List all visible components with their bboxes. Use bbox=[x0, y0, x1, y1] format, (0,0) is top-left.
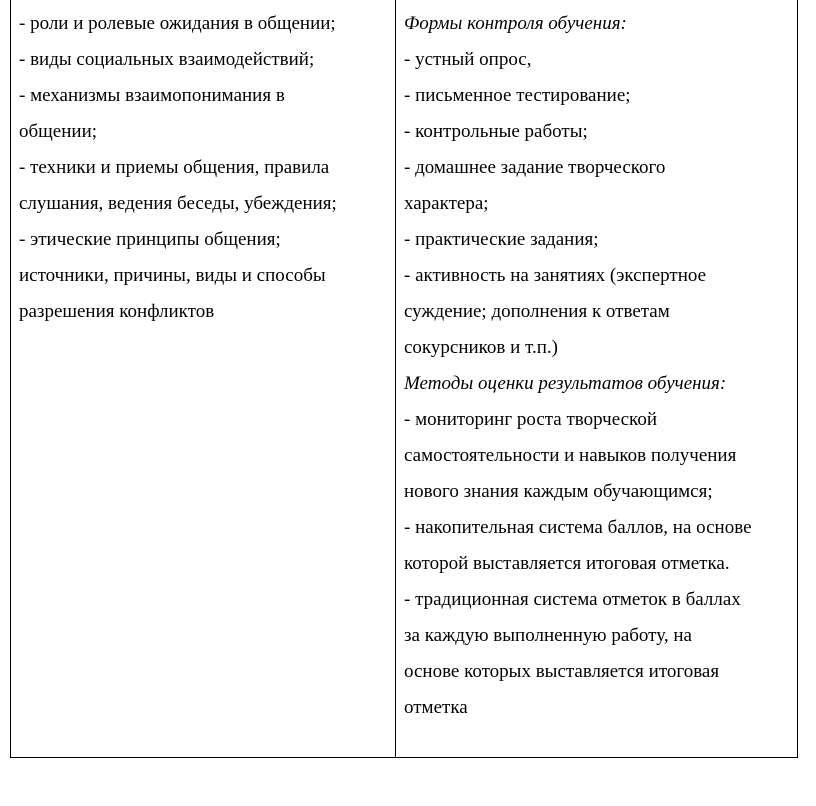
content-table bbox=[10, 0, 798, 758]
evaluation-method-line: которой выставляется итоговая отметка. bbox=[404, 553, 730, 574]
control-form-line: сокурсников и т.п.) bbox=[404, 337, 558, 358]
control-form-line: - письменное тестирование; bbox=[404, 85, 631, 106]
control-form-line: - активность на занятиях (экспертное bbox=[404, 265, 707, 286]
right-cell bbox=[404, 6, 794, 726]
evaluation-method-line: самостоятельности и навыков получения bbox=[404, 445, 737, 466]
left-line: - техники и приемы общения, правила bbox=[19, 157, 330, 178]
left-line: слушания, ведения беседы, убеждения; bbox=[19, 193, 337, 214]
evaluation-method-line: отметка bbox=[404, 697, 468, 718]
control-forms-heading: Формы контроля обучения: bbox=[404, 13, 627, 34]
left-line: источники, причины, виды и способы bbox=[19, 265, 326, 286]
evaluation-methods-heading: Методы оценки результатов обучения: bbox=[404, 373, 727, 394]
evaluation-method-line: - накопительная система баллов, на основе bbox=[404, 517, 752, 538]
control-form-line: - практические задания; bbox=[404, 229, 599, 250]
evaluation-method-line: основе которых выставляется итоговая bbox=[404, 661, 720, 682]
evaluation-method-line: за каждую выполненную работу, на bbox=[404, 625, 692, 646]
left-line: - виды социальных взаимодействий; bbox=[19, 49, 315, 70]
evaluation-method-line: - традиционная система отметок в баллах bbox=[404, 589, 741, 610]
evaluation-method-line: - мониторинг роста творческой bbox=[404, 409, 657, 430]
left-line: разрешения конфликтов bbox=[19, 301, 215, 322]
control-form-line: - контрольные работы; bbox=[404, 121, 588, 142]
evaluation-method-line: нового знания каждым обучающимся; bbox=[404, 481, 713, 502]
control-form-line: суждение; дополнения к ответам bbox=[404, 301, 670, 322]
control-form-line: - устный опрос, bbox=[404, 49, 532, 70]
left-line: - механизмы взаимопонимания в bbox=[19, 85, 285, 106]
control-form-line: характера; bbox=[404, 193, 489, 214]
control-form-line: - домашнее задание творческого bbox=[404, 157, 666, 178]
left-line: общении; bbox=[19, 121, 98, 142]
column-divider bbox=[395, 0, 396, 757]
left-line: - этические принципы общения; bbox=[19, 229, 281, 250]
left-cell bbox=[19, 6, 391, 330]
left-line: - роли и ролевые ожидания в общении; bbox=[19, 13, 336, 34]
